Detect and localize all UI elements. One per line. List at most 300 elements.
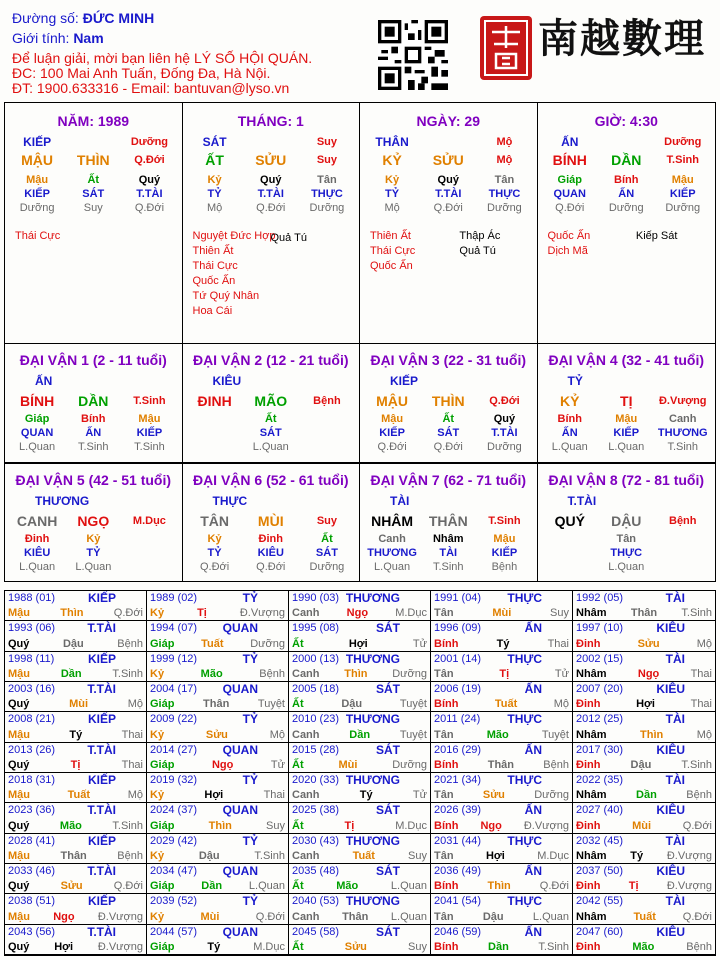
cell-row bbox=[538, 151, 716, 169]
star-name: Thái Cực bbox=[370, 245, 416, 257]
year-stem: Ất bbox=[292, 819, 304, 832]
ten-god-label: ẤN bbox=[561, 135, 579, 149]
cell-row bbox=[538, 412, 716, 426]
year-pillar-row bbox=[8, 638, 143, 650]
hidden-stem: Ất bbox=[442, 413, 455, 425]
year-stage: Thai bbox=[690, 698, 712, 711]
stars-list bbox=[360, 229, 537, 274]
cell-row bbox=[5, 512, 182, 530]
year-stage: Mộ bbox=[696, 637, 712, 650]
year-branch: Mão bbox=[336, 880, 359, 893]
cell-row bbox=[5, 135, 182, 149]
stars-list bbox=[183, 229, 360, 319]
year-label: 2011 (24) bbox=[434, 713, 481, 726]
year-stage: Mộ bbox=[127, 698, 143, 711]
year-pillar-row bbox=[434, 911, 569, 923]
hidden-ten-god: ẤN bbox=[561, 427, 578, 439]
year-label: 1990 (03) bbox=[292, 592, 340, 604]
hidden-ten-god: TỶ bbox=[207, 547, 222, 559]
cell-row bbox=[183, 560, 360, 574]
heavenly-stem: BÍNH bbox=[552, 152, 587, 168]
year-cell bbox=[289, 864, 431, 894]
star-name: Quốc Ấn bbox=[370, 260, 413, 272]
year-ten-god: QUAN bbox=[222, 682, 258, 696]
pillars-grid bbox=[4, 102, 716, 344]
hidden-stem: Ất bbox=[321, 533, 333, 545]
year-stage: Dưỡng bbox=[534, 789, 569, 802]
year-branch: Hợi bbox=[636, 698, 655, 711]
year-ten-god: KIÊU bbox=[656, 924, 685, 939]
stage-label: T.Sinh bbox=[666, 154, 699, 166]
hidden-stage: Q.Đới bbox=[555, 202, 585, 214]
year-stage: Tử bbox=[554, 668, 569, 680]
year-branch: Dần bbox=[60, 668, 82, 680]
year-label: 2012 (25) bbox=[576, 713, 624, 726]
hidden-stem: Mậu bbox=[138, 413, 161, 425]
hidden-ten-god: THỰC bbox=[488, 188, 521, 200]
year-ten-god: SÁT bbox=[376, 924, 400, 939]
hidden-ten-god: KIẾP bbox=[669, 188, 696, 200]
spacer bbox=[299, 412, 355, 426]
hidden-stem: Giáp bbox=[24, 413, 50, 425]
cell-row bbox=[538, 426, 716, 440]
hidden-stage: Dưỡng bbox=[309, 561, 345, 573]
year-stage: Tuyệt bbox=[257, 698, 285, 711]
cell-row bbox=[183, 151, 360, 169]
year-cell bbox=[5, 621, 147, 651]
year-label: 2030 (43) bbox=[292, 834, 340, 847]
year-stage: Q.Đới bbox=[682, 819, 712, 832]
earthly-branch: SỬU bbox=[255, 152, 287, 168]
daivan-title: ĐẠI VẬN 4 (32 - 41 tuổi) bbox=[548, 352, 705, 368]
year-stage: Thai bbox=[121, 759, 143, 771]
year-pillar-row bbox=[150, 880, 285, 892]
cell-row bbox=[538, 512, 716, 530]
year-branch: Dậu bbox=[62, 637, 84, 650]
year-ten-god: KIẾP bbox=[87, 894, 116, 909]
year-branch: Thìn bbox=[208, 819, 232, 832]
daivan-title: ĐẠI VẬN 2 (12 - 21 tuổi) bbox=[192, 352, 349, 368]
stage-label: Bệnh bbox=[313, 395, 341, 407]
daivan-ten-god: THỰC bbox=[212, 494, 248, 508]
year-stage: Q.Đới bbox=[113, 880, 143, 893]
hidden-stem: Mậu bbox=[381, 413, 404, 425]
year-stage: Mộ bbox=[553, 698, 569, 711]
year-pillar-row bbox=[434, 820, 569, 832]
year-label: 2022 (35) bbox=[576, 774, 624, 786]
stars-list bbox=[538, 229, 716, 259]
year-pillar-row bbox=[576, 668, 712, 680]
year-stem: Nhâm bbox=[576, 789, 607, 802]
year-pillar-row bbox=[150, 911, 285, 923]
earthly-branch: MÙI bbox=[257, 513, 284, 529]
cell-row bbox=[538, 560, 716, 574]
year-ten-god: SÁT bbox=[376, 682, 400, 696]
year-cell bbox=[147, 652, 289, 682]
year-stage: T.Sinh bbox=[254, 850, 285, 862]
life-stage-label: Mộ bbox=[496, 136, 513, 148]
hidden-ten-god: SÁT bbox=[437, 427, 460, 439]
cell-row bbox=[538, 532, 716, 546]
year-branch: Tý bbox=[207, 941, 221, 953]
hidden-ten-god: SÁT bbox=[315, 547, 338, 559]
cell-row bbox=[183, 135, 360, 149]
year-label: 1988 (01) bbox=[8, 592, 56, 604]
year-pillar-row bbox=[8, 607, 143, 619]
year-stage: Thai bbox=[121, 728, 143, 741]
hidden-stem: Tân bbox=[317, 174, 337, 186]
year-stage: Suy bbox=[266, 819, 285, 832]
year-stage: L.Quan bbox=[390, 880, 427, 893]
hidden-stage: L.Quan bbox=[608, 441, 645, 453]
cell-row bbox=[360, 426, 537, 440]
year-ten-god: THỰC bbox=[507, 833, 542, 848]
year-ten-god: SÁT bbox=[376, 742, 400, 757]
year-stage: T.Sinh bbox=[538, 941, 569, 953]
cell-row bbox=[360, 151, 537, 169]
hidden-ten-god: THƯƠNG bbox=[657, 427, 708, 439]
year-pillar-row bbox=[292, 911, 427, 923]
year-stage: Bệnh bbox=[686, 789, 712, 802]
year-cell bbox=[289, 803, 431, 833]
year-stage: Suy bbox=[408, 941, 427, 953]
year-pillar-row bbox=[150, 759, 285, 771]
year-cell bbox=[573, 652, 715, 682]
year-cell bbox=[147, 803, 289, 833]
year-cell bbox=[431, 834, 573, 864]
year-cell bbox=[431, 743, 573, 773]
year-label: 2007 (20) bbox=[576, 683, 624, 695]
hidden-stage: T.Sinh bbox=[667, 441, 699, 453]
year-ten-god: THƯƠNG bbox=[345, 773, 400, 787]
year-cell bbox=[289, 712, 431, 742]
year-cell bbox=[431, 803, 573, 833]
year-pillar-row bbox=[150, 698, 285, 710]
year-stage: Tuyệt bbox=[541, 728, 569, 741]
year-stem: Bính bbox=[434, 880, 459, 893]
year-ten-god: TÀI bbox=[665, 591, 685, 605]
cell-row bbox=[538, 392, 716, 410]
year-pillar-row bbox=[292, 759, 427, 771]
hidden-stage: Mộ bbox=[206, 202, 223, 214]
year-label: 2032 (45) bbox=[576, 834, 624, 847]
year-branch: Ngọ bbox=[346, 607, 369, 620]
heavenly-stem: NHÂM bbox=[371, 513, 414, 529]
hidden-stage: L.Quan bbox=[551, 441, 588, 453]
year-pillar-row bbox=[292, 789, 427, 801]
cell-row bbox=[360, 532, 537, 546]
hidden-stem: Đinh bbox=[258, 533, 283, 545]
pillar-cell bbox=[5, 103, 183, 343]
hidden-stem: Kỷ bbox=[86, 533, 101, 545]
phone-email-line: ĐT: 1900.633316 - Email: bantuvan@lyso.vn bbox=[12, 80, 290, 96]
daivan-cell bbox=[183, 344, 361, 462]
year-stem: Giáp bbox=[150, 880, 175, 893]
year-stem: Bính bbox=[434, 637, 459, 650]
year-pillar-row bbox=[292, 638, 427, 650]
year-ten-god: KIẾP bbox=[87, 651, 116, 666]
star-name: Thiên Ất bbox=[192, 245, 234, 257]
year-pillar-row bbox=[292, 880, 427, 892]
earthly-branch: MÃO bbox=[254, 393, 288, 409]
year-pillar-row bbox=[292, 729, 427, 741]
year-stage: Suy bbox=[408, 850, 427, 862]
year-pillar-row bbox=[292, 607, 427, 619]
year-stem: Đinh bbox=[576, 759, 601, 771]
hidden-ten-god: T.TÀI bbox=[491, 427, 518, 439]
year-pillar-row bbox=[8, 880, 143, 892]
year-ten-god: KIẾP bbox=[87, 712, 116, 727]
cell-row bbox=[183, 532, 360, 546]
year-pillar-row bbox=[576, 880, 712, 892]
stage-label: T.Sinh bbox=[133, 395, 166, 407]
hidden-ten-god: QUAN bbox=[553, 188, 586, 200]
year-pillar-row bbox=[434, 941, 569, 953]
star-name: Thiên Ất bbox=[370, 230, 411, 242]
cell-row bbox=[5, 201, 182, 215]
year-branch: Tị bbox=[628, 880, 639, 893]
heavenly-stem: TÂN bbox=[200, 513, 229, 529]
hidden-ten-god: KIÊU bbox=[257, 547, 284, 559]
year-pillar-row bbox=[8, 698, 143, 710]
life-stage-label: Dưỡng bbox=[664, 136, 702, 148]
year-label: 2002 (15) bbox=[576, 652, 624, 665]
year-stem: Nhâm bbox=[576, 728, 607, 741]
year-stem: Canh bbox=[292, 728, 320, 741]
year-label: 2044 (57) bbox=[150, 925, 198, 938]
year-pillar-row bbox=[576, 820, 712, 832]
name-line: Đường số: ĐỨC MINH bbox=[12, 10, 155, 26]
year-stage: T.Sinh bbox=[112, 668, 143, 680]
year-label: 2020 (33) bbox=[292, 774, 340, 786]
cell-row bbox=[538, 201, 716, 215]
year-label: 1993 (06) bbox=[8, 622, 56, 635]
year-label: 2023 (36) bbox=[8, 804, 56, 817]
year-branch: Tị bbox=[499, 668, 510, 680]
year-label: 2026 (39) bbox=[434, 804, 482, 817]
daivan-ten-god: THƯƠNG bbox=[35, 494, 90, 508]
year-label: 2037 (50) bbox=[576, 865, 624, 877]
year-ten-god: KIẾP bbox=[87, 591, 116, 605]
year-ten-god: THỰC bbox=[507, 591, 542, 605]
year-label: 2014 (27) bbox=[150, 743, 198, 756]
year-stem: Nhâm bbox=[576, 607, 607, 620]
hidden-ten-god: SÁT bbox=[259, 427, 282, 439]
year-cell bbox=[5, 652, 147, 682]
year-label: 2017 (30) bbox=[576, 743, 624, 756]
hidden-stem: Canh bbox=[669, 413, 697, 425]
cell-row bbox=[5, 494, 182, 508]
hidden-ten-god: KIÊU bbox=[23, 547, 51, 559]
pillar-title: NGÀY: 29 bbox=[416, 113, 481, 129]
year-branch: Dần bbox=[201, 880, 223, 893]
star-name: Tứ Quý Nhân bbox=[192, 290, 260, 302]
spacer bbox=[65, 135, 121, 149]
hidden-stem: Tân bbox=[494, 174, 515, 186]
hidden-stage: Mộ bbox=[384, 202, 400, 214]
hidden-ten-god: SÁT bbox=[82, 188, 105, 200]
year-pillar-row bbox=[8, 820, 143, 832]
hidden-stem: Bính bbox=[557, 413, 582, 425]
year-stage: Đ.Vượng bbox=[523, 819, 569, 832]
hidden-stem: Đinh bbox=[24, 533, 50, 545]
year-label: 2018 (31) bbox=[8, 774, 56, 786]
year-stem: Mậu bbox=[8, 910, 30, 923]
spacer bbox=[243, 135, 299, 149]
year-pillar-row bbox=[150, 607, 285, 619]
heavenly-stem: ĐINH bbox=[197, 393, 232, 409]
cell-row bbox=[183, 494, 360, 508]
year-ten-god: TÀI bbox=[665, 712, 685, 727]
cell-row bbox=[5, 426, 182, 440]
year-ten-god: TỶ bbox=[242, 894, 258, 909]
year-cell bbox=[5, 591, 147, 621]
heavenly-stem: ẤT bbox=[205, 152, 224, 168]
year-cell bbox=[573, 743, 715, 773]
year-ten-god: ẤN bbox=[524, 621, 542, 636]
year-branch: Ngọ bbox=[480, 819, 502, 832]
year-pillar-row bbox=[292, 668, 427, 680]
year-branch: Thìn bbox=[640, 728, 664, 741]
star-name: Kiếp Sát bbox=[635, 230, 678, 242]
year-branch: Mão bbox=[632, 941, 655, 953]
year-ten-god: KIẾP bbox=[87, 773, 116, 787]
year-stage: Đ.Vượng bbox=[97, 910, 143, 923]
year-stage: Q.Đới bbox=[113, 607, 143, 620]
year-cell bbox=[5, 682, 147, 712]
year-cell bbox=[147, 834, 289, 864]
year-stage: T.Sinh bbox=[112, 819, 143, 832]
year-label: 1996 (09) bbox=[434, 622, 482, 635]
year-ten-god: T.TÀI bbox=[87, 682, 116, 696]
year-stem: Kỷ bbox=[150, 850, 165, 862]
year-label: 2033 (46) bbox=[8, 865, 56, 877]
daivan-title: ĐẠI VẬN 7 (62 - 71 tuổi) bbox=[370, 472, 527, 488]
year-cell bbox=[147, 773, 289, 803]
year-branch: Ngọ bbox=[637, 668, 660, 680]
star-name: Dịch Mã bbox=[547, 245, 588, 257]
stage-label: Suy bbox=[316, 515, 338, 527]
hidden-stage: Q.Đới bbox=[134, 202, 165, 214]
year-stem: Ất bbox=[292, 637, 304, 650]
year-ten-god: T.TÀI bbox=[87, 621, 116, 636]
hidden-stem: Quý bbox=[493, 413, 516, 425]
year-label: 2043 (56) bbox=[8, 925, 56, 938]
year-branch: Ngọ bbox=[211, 759, 234, 771]
year-stem: Bính bbox=[434, 759, 459, 771]
year-branch: Dậu bbox=[341, 698, 363, 711]
year-cell bbox=[431, 591, 573, 621]
earthly-branch: DẦN bbox=[611, 152, 642, 168]
year-stage: Mộ bbox=[127, 789, 143, 802]
year-ten-god: TÀI bbox=[665, 833, 685, 848]
year-branch: Hợi bbox=[204, 789, 224, 802]
year-cell bbox=[289, 894, 431, 924]
year-ten-god: SÁT bbox=[376, 621, 400, 636]
year-pillar-row bbox=[576, 941, 712, 953]
spacer bbox=[655, 532, 712, 546]
year-stage: Tử bbox=[412, 789, 427, 802]
cell-row bbox=[5, 151, 182, 169]
life-stage-label: Dưỡng bbox=[130, 136, 169, 148]
year-stage: Dưỡng bbox=[392, 759, 427, 771]
year-cell bbox=[431, 621, 573, 651]
hidden-stage: Bệnh bbox=[491, 561, 518, 573]
year-pillar-row bbox=[8, 941, 143, 953]
year-stem: Canh bbox=[292, 910, 320, 923]
life-stage-label: Suy bbox=[316, 136, 338, 148]
hidden-stage: T.Sinh bbox=[432, 561, 464, 573]
year-branch: Tý bbox=[359, 789, 373, 802]
year-cell bbox=[431, 864, 573, 894]
cell-row bbox=[183, 173, 360, 187]
year-stage: Đ.Vượng bbox=[239, 607, 285, 620]
year-cell bbox=[147, 864, 289, 894]
year-stem: Quý bbox=[8, 819, 30, 832]
year-branch: Thân bbox=[203, 698, 230, 711]
cell-row bbox=[360, 374, 537, 388]
seal-stamp-icon bbox=[478, 14, 534, 82]
year-pillar-row bbox=[150, 668, 285, 680]
cell-row bbox=[538, 187, 716, 201]
year-pillar-row bbox=[576, 850, 712, 862]
year-branch: Dần bbox=[488, 941, 509, 953]
hidden-stage: L.Quan bbox=[19, 561, 56, 573]
hidden-stem: Quý bbox=[260, 174, 282, 186]
year-ten-god: TỶ bbox=[242, 651, 258, 666]
year-pillar-row bbox=[8, 850, 143, 862]
year-branch: Tị bbox=[197, 607, 207, 620]
daivan-ten-god: KIẾP bbox=[390, 374, 419, 388]
year-pillar-row bbox=[292, 698, 427, 710]
daivan-title: ĐẠI VẬN 5 (42 - 51 tuổi) bbox=[15, 472, 172, 488]
pillar-cell bbox=[360, 103, 538, 343]
year-cell bbox=[431, 773, 573, 803]
year-branch: Dậu bbox=[630, 759, 652, 771]
year-branch: Mão bbox=[59, 819, 82, 832]
year-stage: M.Dục bbox=[537, 850, 569, 862]
year-cell bbox=[289, 925, 431, 955]
year-stem: Kỷ bbox=[150, 728, 165, 741]
heavenly-stem: CANH bbox=[16, 513, 58, 529]
year-stage: Suy bbox=[550, 607, 569, 620]
year-branch: Tuất bbox=[352, 850, 375, 862]
gender-line: Giới tính: Nam bbox=[12, 30, 104, 46]
year-cell bbox=[147, 925, 289, 955]
spacer bbox=[655, 546, 712, 560]
hidden-stem: Mậu bbox=[26, 174, 49, 186]
year-branch: Thìn bbox=[487, 880, 511, 893]
year-label: 1991 (04) bbox=[434, 592, 482, 604]
year-cell bbox=[147, 743, 289, 773]
year-pillar-row bbox=[434, 607, 569, 619]
year-stem: Đinh bbox=[576, 880, 601, 893]
year-ten-god: ẤN bbox=[524, 803, 542, 818]
spacer bbox=[542, 532, 599, 546]
year-label: 2008 (21) bbox=[8, 713, 56, 726]
year-stage: Mộ bbox=[269, 728, 285, 741]
year-ten-god: KIÊU bbox=[656, 682, 685, 696]
year-stem: Giáp bbox=[150, 637, 175, 650]
year-cell bbox=[5, 834, 147, 864]
hidden-ten-god: ẤN bbox=[85, 427, 102, 439]
year-ten-god: T.TÀI bbox=[87, 864, 116, 878]
year-label: 1989 (02) bbox=[150, 592, 198, 604]
year-stage: Q.Đới bbox=[682, 910, 712, 923]
hidden-ten-god: QUAN bbox=[20, 427, 54, 439]
hidden-ten-god: T.TÀI bbox=[257, 188, 284, 200]
year-label: 2040 (53) bbox=[292, 895, 340, 908]
